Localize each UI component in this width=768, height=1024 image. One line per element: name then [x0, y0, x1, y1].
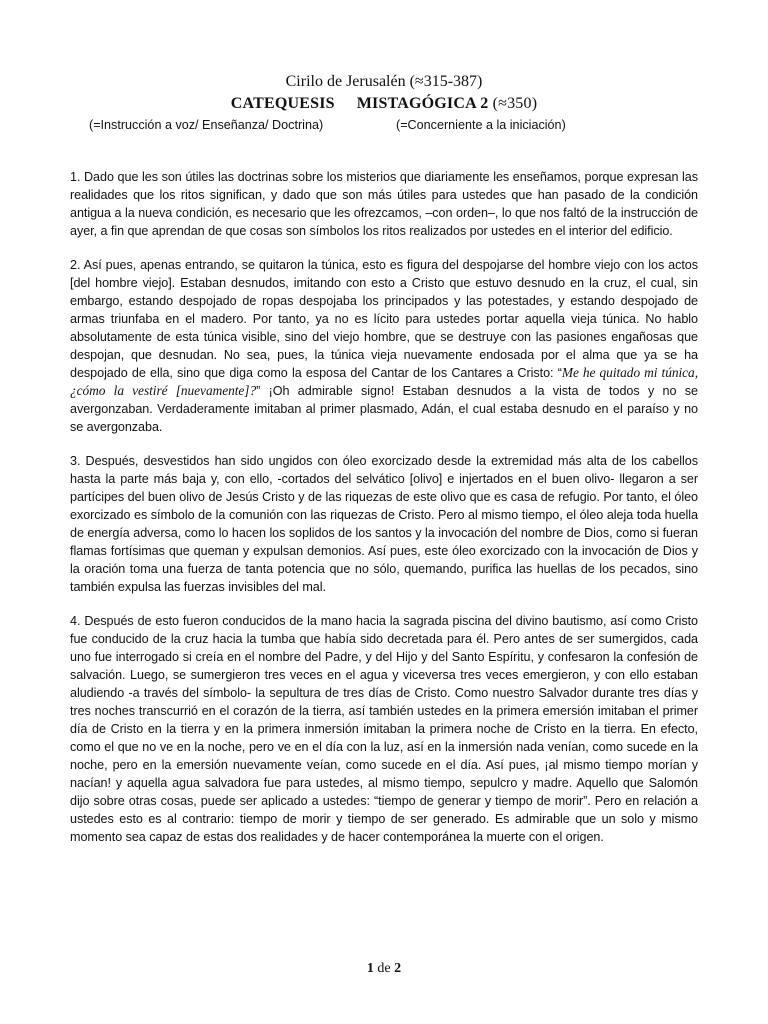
page-footer	[0, 960, 768, 978]
paragraph-2	[70, 256, 698, 436]
document-header	[0, 71, 768, 115]
paragraph-4: 4. Después de esto fueron conducidos de la mano hacia la sagrada piscina del divino bautismo, así como Cristo fue conducido de la cruz hacia la tumba que había sido decretada para él. Pero antes de ser sumergidos, cada uno fue interrogado si creía en el nombre del Padre, y del Hijo y del Santo Espíritu, y confesaron la confesión de salvación. Luego, se sumergieron tres veces en el agua y viceversa tres veces emergieron, y con ello estaban aludiendo -a través del símbolo- la sepultura de tres días de Cristo. Como nuestro Salvador durante tres días y tres noches transcurrió en el corazón de la tierra, así también ustedes en la primera emersión imitaban el primer día de Cristo en la tierra y en la primera inmersión imitaban la primera noche de Cristo en la tierra. En efecto, como el que no ve en la noche, pero ve en el día con la luz, así en la inmersión nada venían, como sucede en la noche, pero en la emersión nuevamente veían, como sucede en el día. Así pues, ¡al mismo tiempo morían y nacían! y aquella agua salvadora fue para ustedes, al mismo tiempo, sepulcro y madre. Aquello que Salomón dijo sobre otras cosas, puede ser aplicado a ustedes: “tiempo de generar y tiempo de morir”. Pero en relación a ustedes esto es al contrario: tiempo de morir y tiempo de ser generado. Es admirable que un solo y mismo momento sea capaz de estas dos realidades y de hacer contemporánea la muerte con el origen.	[70, 614, 698, 844]
title-date: (≈350)	[492, 95, 538, 112]
paragraph-2-quote: Me he quitado mi túnica, ¿cómo la vestiré [nuevamente]?	[70, 365, 698, 398]
paragraph-2-text-a: 2. Así pues, apenas entrando, se quitaron la túnica, esto es figura del despojarse del hombre viejo con los actos [del hombre viejo]. Estaban desnudos, imitando con esto a Cristo que estuvo desnudo en la cruz, el cual, sin embargo, estando despojado de ropas despojaba los principados y las potestades, y estando despojado de armas triunfaba en el madero. Por tanto, ya no es lícito para ustedes portar aquella vieja túnica. No hablo absolutamente de esta túnica visible, sino del viejo hombre, que se destruye con las pasiones engañosas que despojan, que desnudan. No sea, pues, la túnica vieja nuevamente endosada por el alma que ya se ha despojado de ella, sino que diga como la esposa del Cantar de los Cantares a Cristo: “	[70, 258, 698, 380]
paragraph-1: 1. Dado que les son útiles las doctrinas sobre los misterios que diariamente les enseñamos, porque expresan las realidades que los ritos significan, y dado que son más útiles para ustedes que han pasado de la condición antigua a la nueva condición, es necesario que les ofrezcamos, –con orden–, lo que nos faltó de la instrucción de ayer, a fin que aprendan de que cosas son símbolos los ritos realizados por ustedes en el interior del edificio.	[70, 170, 698, 238]
document-title	[0, 93, 768, 115]
page-of: de	[377, 961, 391, 976]
paragraph-3: 3. Después, desvestidos han sido ungidos con óleo exorcizado desde la extremidad más alta de los cabellos hasta la parte más baja y, con ello, -cortados del selvático [olivo] e injertados en el buen olivo- llegaron a ser partícipes del buen olivo de Jesús Cristo y de las riquezas de este olivo que es casa de refugio. Por tanto, el óleo exorcizado es símbolo de la comunión con las riquezas de Cristo. Pero al mismo tiempo, el óleo aleja toda huella de energía adversa, como lo hacen los soplidos de los santos y la invocación del nombre de Dios, como si fueran flamas fortísimas que queman y expulsan demonios. Así pues, este óleo exorcizado con la invocación de Dios y la oración toma una fuerza de tanta potencia que no sólo, quemando, purifica las huellas de los pecados, sino también expulsa las fuerzas invisibles del mal.	[70, 454, 698, 594]
subtitle-left: (=Instrucción a voz/ Enseñanza/ Doctrina)	[89, 118, 324, 132]
title-right: MISTAGÓGICA 2	[356, 95, 489, 112]
document-body	[70, 168, 698, 862]
author-line: Cirilo de Jerusalén (≈315-387)	[285, 73, 483, 90]
page-total: 2	[394, 961, 402, 976]
subtitle-right: (=Concerniente a la iniciación)	[396, 118, 566, 132]
title-left: CATEQUESIS	[230, 95, 335, 112]
page-current: 1	[366, 961, 374, 976]
paragraph-2-text-b: ” ¡Oh admirable signo! Estaban desnudos a la vista de todos y no se avergonzaban. Verdaderamente imitaban al primer plasmado, Adán, el cual estaba desnudo en el paraíso y no se avergonzaba.	[70, 384, 699, 434]
